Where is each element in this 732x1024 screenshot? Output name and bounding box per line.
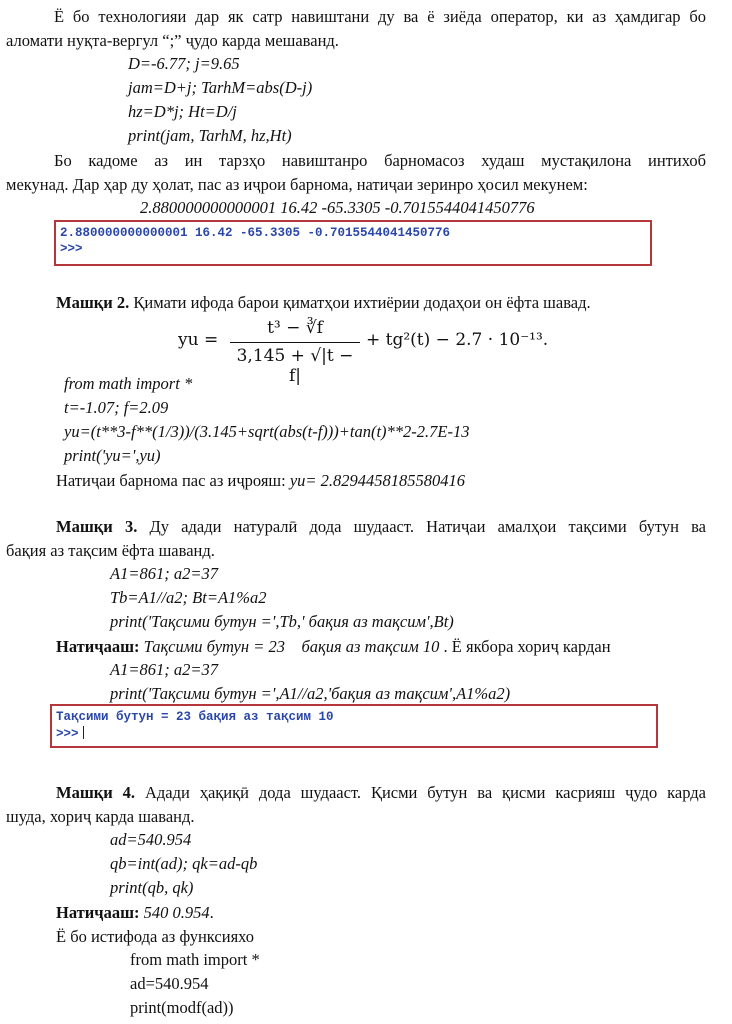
code-line: Tb=A1//a2; Bt=A1%a2 bbox=[110, 588, 267, 607]
console-output-box bbox=[54, 220, 652, 266]
paragraph-line: бақия аз тақсим ёфта шаванд. bbox=[6, 541, 215, 560]
code-line: qb=int(ad); qk=ad-qb bbox=[110, 854, 258, 873]
console-prompt: >>> bbox=[60, 242, 83, 256]
exercise-3-heading bbox=[6, 516, 706, 538]
code-line: print(jam, TarhM, hz,Ht) bbox=[128, 126, 292, 145]
intro-line-1: Ё бо технологияи дар як сатр навиштани ду ва ё зиёда оператор, ки аз ҳамдигар бо bbox=[54, 7, 706, 26]
exercise-title: Машқи 4. bbox=[56, 783, 136, 802]
result-label: Натиҷаи барнома пас аз иҷрояш: bbox=[56, 471, 286, 490]
paragraph-line: Ё бо истифода аз функсияхо bbox=[56, 927, 255, 946]
paragraph-line: мекунад. Дар ҳар ду ҳолат, пас аз иҷрои барнома, натиҷаи зеринро ҳосил мекунем: bbox=[6, 175, 588, 194]
exercise-title: Машқи 2. bbox=[56, 293, 130, 312]
exercise-title: Машқи 3. bbox=[56, 517, 138, 536]
code-line: from math import * bbox=[130, 950, 260, 969]
result-label: Натиҷааш: bbox=[56, 903, 140, 922]
code-line: print('yu=',yu) bbox=[64, 446, 161, 465]
console-line: Тақсими бутун = 23 бақия аз тақсим 10 bbox=[56, 710, 334, 724]
console-output-box bbox=[50, 704, 658, 748]
result-line bbox=[56, 636, 611, 658]
result-line bbox=[56, 902, 214, 924]
console-line: 2.880000000000001 16.42 -65.3305 -0.7015544041450776 bbox=[60, 226, 451, 240]
exercise-text: Қимати ифода барои қиматҳои ихтиёрии додаҳои он ёфта шавад. bbox=[133, 293, 591, 312]
result-line: 2.880000000000001 16.42 -65.3305 -0.7015544041450776 bbox=[140, 198, 535, 217]
code-line: from math import * bbox=[64, 374, 193, 393]
code-line: ad=540.954 bbox=[130, 974, 209, 993]
result-value: 540 0.954 bbox=[143, 903, 210, 922]
code-line: A1=861; a2=37 bbox=[110, 564, 218, 583]
code-line: print(modf(ad)) bbox=[130, 998, 234, 1017]
result-line bbox=[56, 470, 465, 492]
exercise-2-heading bbox=[56, 292, 591, 314]
paragraph-line: шуда, хориҷ карда шаванд. bbox=[6, 807, 195, 826]
result-tail: . Ё якбора хориҷ кардан bbox=[443, 637, 611, 656]
console-prompt-row bbox=[56, 726, 84, 741]
result-value: yu= 2.8294458185580416 bbox=[289, 471, 466, 490]
formula-numerator: t³ − ∛f bbox=[267, 318, 323, 338]
code-line: yu=(t**3-f**(1/3))/(3.145+sqrt(abs(t-f)))+tan(t)**2-2.7E-13 bbox=[64, 422, 470, 441]
text-cursor bbox=[83, 726, 84, 739]
intro-line-2: аломати нуқта-вергул “;” ҷудо карда мешаванд. bbox=[6, 31, 339, 50]
formula-lhs: yu = bbox=[178, 330, 219, 350]
math-formula bbox=[178, 312, 549, 386]
code-line: ad=540.954 bbox=[110, 830, 192, 849]
result-label: Натиҷааш: bbox=[56, 637, 140, 656]
code-line: print(qb, qk) bbox=[110, 878, 194, 897]
code-line: D=-6.77; j=9.65 bbox=[128, 54, 240, 73]
fraction-bar bbox=[230, 342, 360, 343]
formula-rhs: + tg²(t) − 2.7 · 10⁻¹³. bbox=[366, 330, 549, 350]
console-prompt: >>> bbox=[56, 727, 79, 741]
paragraph-line: Бо кадоме аз ин тарзҳо навиштанро барномасоз худаш мустақилона интихоб bbox=[54, 151, 706, 170]
exercise-text: Адади ҳақиқӣ дода шудааст. Қисми бутун ва қисми касрияш ҷудо карда bbox=[144, 783, 706, 802]
code-line: print('Тақсими бутун =',Tb,' бақия аз тақсим',Bt) bbox=[110, 612, 454, 631]
code-line: jam=D+j; TarhM=abs(D-j) bbox=[128, 78, 313, 97]
code-line: hz=D*j; Ht=D/j bbox=[128, 102, 237, 121]
code-line: A1=861; a2=37 bbox=[110, 660, 218, 679]
exercise-text: Ду адади натуралӣ дода шудааст. Натиҷаи амалҳои тақсими бутун ва bbox=[149, 517, 706, 536]
exercise-4-heading bbox=[6, 782, 706, 804]
formula-denominator: 3,145 + √|t − f| bbox=[236, 346, 354, 386]
result-value: Тақсими бутун = 23 бақия аз тақсим 10 bbox=[143, 637, 440, 656]
code-line: print('Тақсими бутун =',A1//a2,'бақия аз тақсим',A1%a2) bbox=[110, 684, 511, 703]
code-line: t=-1.07; f=2.09 bbox=[64, 398, 169, 417]
result-tail: . bbox=[209, 903, 214, 922]
